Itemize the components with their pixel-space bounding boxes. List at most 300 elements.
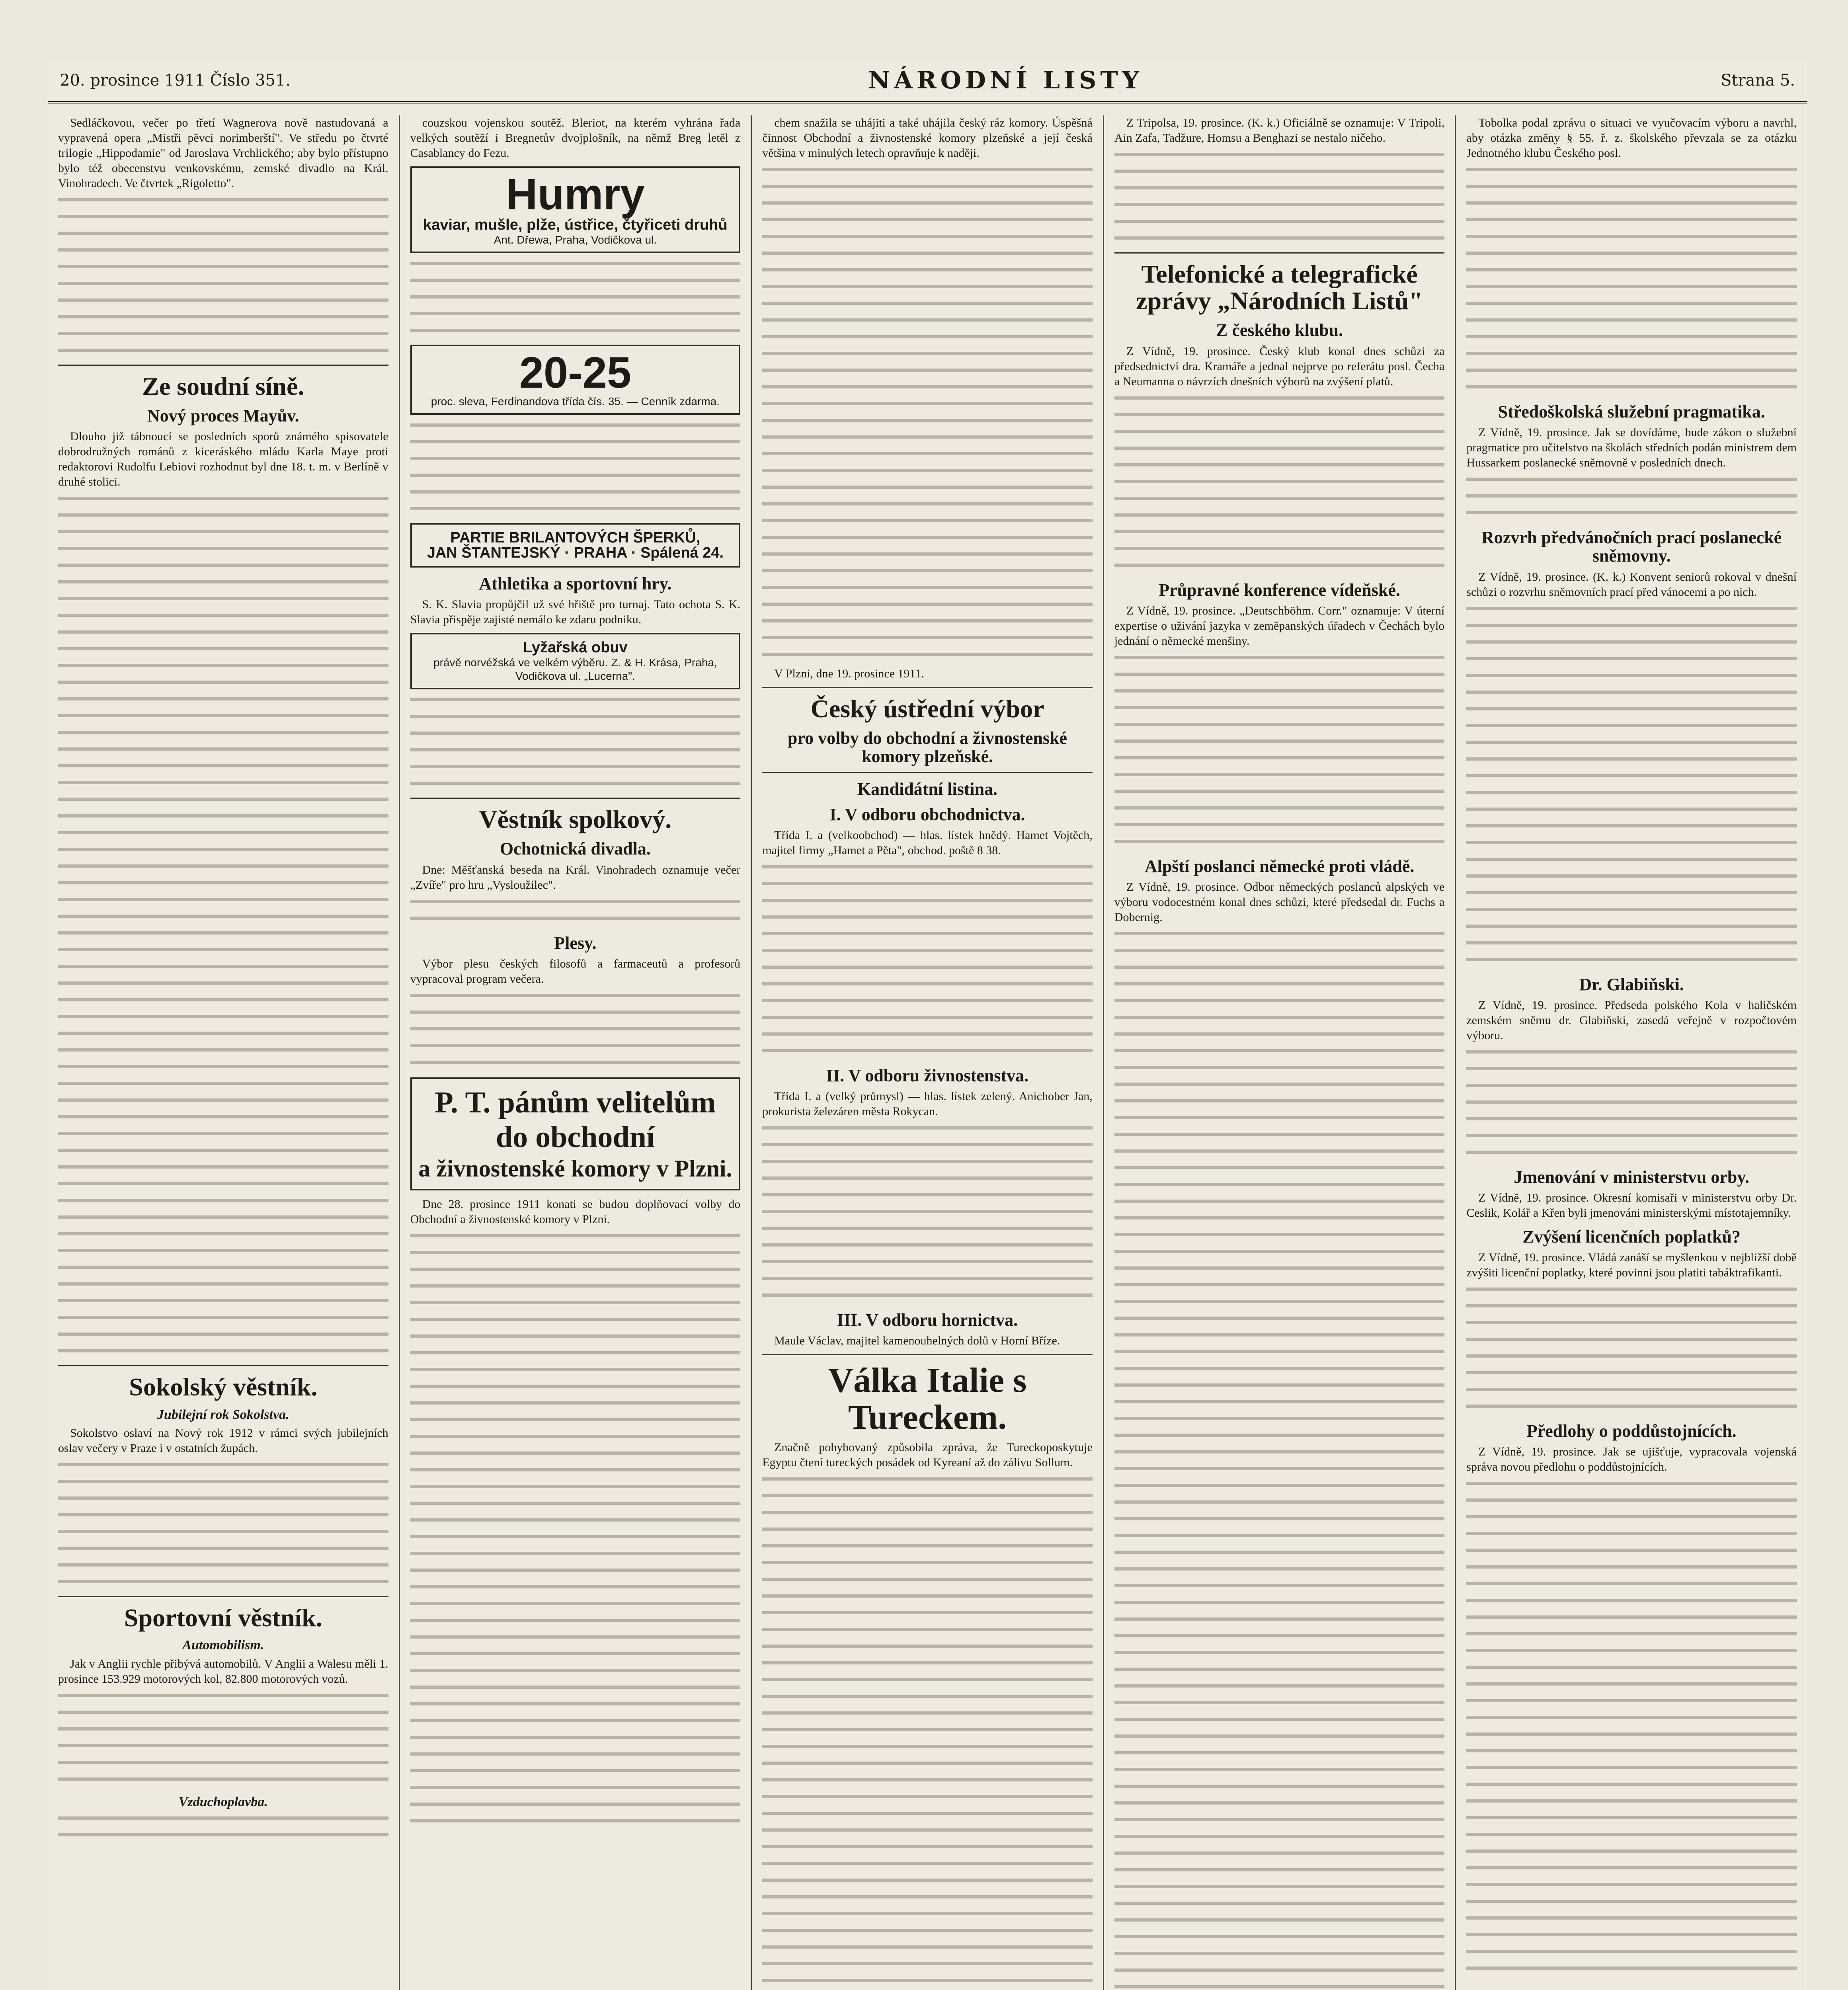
text-lines (410, 1315, 741, 1328)
text-lines (1114, 1029, 1445, 1043)
text-lines (762, 1859, 1093, 1872)
text-lines (1466, 955, 1797, 968)
column-2 (400, 115, 752, 1990)
text-lines (58, 878, 388, 892)
text-lines (58, 594, 388, 607)
text-lines (1466, 1930, 1797, 1943)
text-lines (58, 928, 388, 942)
text-lines (1466, 165, 1797, 178)
text-lines (1466, 1779, 1797, 1793)
text-lines (410, 1766, 741, 1779)
text-lines (1114, 1731, 1445, 1745)
text-lines (410, 1615, 741, 1629)
text-lines (762, 879, 1093, 892)
text-lines (1114, 1982, 1445, 1990)
text-lines (762, 1692, 1093, 1705)
text-lines (1466, 855, 1797, 868)
text-lines (1114, 1447, 1445, 1461)
text-lines (1114, 1681, 1445, 1695)
text-lines (1466, 1796, 1797, 1810)
text-lines (762, 862, 1093, 876)
divider (58, 365, 388, 366)
text-lines (762, 449, 1093, 462)
text-lines (762, 165, 1093, 178)
text-lines (58, 611, 388, 624)
text-lines (1114, 929, 1445, 942)
text-lines (58, 1229, 388, 1243)
text-lines (1466, 1629, 1797, 1643)
text-lines (58, 945, 388, 958)
text-lines (1114, 494, 1445, 507)
text-lines (410, 897, 741, 910)
notice-line-1: P. T. pánům velitelům do obchodní (435, 1085, 716, 1154)
heading-schedule: Rozvrh předvánočních prací poslanecké sněmovny. (1481, 528, 1782, 566)
text-lines (1466, 298, 1797, 312)
text-lines (1114, 200, 1445, 213)
text-lines (1466, 888, 1797, 901)
text-lines (1466, 1529, 1797, 1542)
text-lines (58, 828, 388, 841)
text-lines (762, 1240, 1093, 1254)
text-lines (1466, 1746, 1797, 1760)
tripoli-text: Z Tripolsa, 19. prosince. (K. k.) Oficiálně se oznamuje: V Tripoli, Ain Zafa, Tadžure, Homsu a Benghazi se nestalo ničeho. (1114, 116, 1445, 144)
text-lines (762, 1574, 1093, 1588)
text-lines (1466, 788, 1797, 801)
text-lines (1466, 1401, 1797, 1415)
text-lines (58, 778, 388, 791)
text-lines (1114, 1765, 1445, 1778)
text-lines (1466, 871, 1797, 885)
tobolka-text: Tobolka podal zprávu o situaci ve vyučovacím výboru a navrhl, aby otázka změny § 55. ř. z. školského převzala se za otázku Jednotného klubu Českého posl. (1466, 116, 1797, 160)
text-lines (1466, 491, 1797, 505)
text-lines (58, 494, 388, 507)
text-lines (762, 1892, 1093, 1906)
text-lines (1114, 1965, 1445, 1979)
text-lines (1114, 1196, 1445, 1210)
text-lines (1466, 1495, 1797, 1509)
schools-text: Z Vídně, 19. prosince. Jak se dovídáme, bude zákon o služební pragmatice pro učitelstvo na školách středních podán ministrem dem Hussarkem poslanecké sněmovně v posledních dnech. (1466, 426, 1797, 470)
text-lines (58, 761, 388, 775)
heading-officers: Předlohy o poddůstojnících. (1526, 1421, 1737, 1441)
text-lines (58, 1079, 388, 1092)
text-lines (1114, 1247, 1445, 1260)
text-lines (1114, 443, 1445, 457)
masthead (48, 60, 1807, 103)
text-lines (58, 794, 388, 808)
text-lines (410, 259, 741, 272)
subheading-sport: Automobilism. (182, 1638, 264, 1653)
text-lines (410, 1599, 741, 1612)
text-lines (762, 1046, 1093, 1059)
subheading-amateur-theatre: Ochotnická divadla. (500, 839, 651, 859)
text-lines (58, 677, 388, 691)
text-lines (58, 644, 388, 657)
text-lines (1466, 1351, 1797, 1365)
text-lines (58, 962, 388, 975)
text-lines (762, 282, 1093, 295)
aviation-text: couzskou vojenskou soutěž. Bleriot, na kterém vyhrána řada velkých soutěží i Bregnetův dvojplošník, na němž Breg letěl z Casablancy do Fezu. (410, 116, 741, 160)
text-lines (1466, 604, 1797, 617)
text-lines (762, 1524, 1093, 1538)
text-lines (762, 1792, 1093, 1805)
text-lines (1466, 474, 1797, 488)
text-lines (1466, 1963, 1797, 1977)
text-lines (1466, 349, 1797, 362)
text-lines (1466, 1679, 1797, 1693)
text-lines (1114, 669, 1445, 683)
section-mining: III. V odboru hornictva. (837, 1310, 1018, 1330)
text-lines (410, 695, 741, 708)
text-lines (410, 470, 741, 484)
signature-line: V Plzni, dne 19. prosince 1911. (774, 667, 924, 680)
text-lines (1466, 1896, 1797, 1910)
text-lines (762, 315, 1093, 329)
text-lines (1114, 1481, 1445, 1494)
text-lines (1466, 1131, 1797, 1144)
text-lines (1114, 477, 1445, 490)
text-lines (58, 627, 388, 641)
text-lines (1114, 1664, 1445, 1678)
text-lines (1114, 1564, 1445, 1578)
text-lines (1114, 1882, 1445, 1895)
text-lines (1114, 1915, 1445, 1929)
text-lines (1114, 1865, 1445, 1879)
text-lines (1114, 1949, 1445, 1962)
text-lines (1466, 382, 1797, 396)
text-lines (58, 1296, 388, 1309)
text-lines (58, 1212, 388, 1226)
text-lines (1466, 1646, 1797, 1659)
text-lines (1114, 166, 1445, 180)
ad-humry-text: kaviar, mušle, plže, ústřice, čtyřiceti druhů (423, 217, 728, 233)
ad-sale-percent: 20-25 (519, 348, 632, 397)
text-lines (58, 1196, 388, 1209)
text-lines (1466, 282, 1797, 295)
subheading-aviation: Vzduchoplavba. (178, 1795, 268, 1810)
text-lines (1466, 704, 1797, 718)
candidates-mining: Maule Václav, majitel kamenouhelných dolů v Horní Bříze. (774, 1334, 1060, 1348)
text-lines (1466, 1334, 1797, 1348)
text-lines (1114, 560, 1445, 574)
heading-ministry: Jmenování v ministerstvu orby. (1514, 1167, 1749, 1187)
text-lines (1466, 938, 1797, 952)
date-line: 20. prosince 1911 Číslo 351. (60, 71, 291, 90)
text-lines (1114, 736, 1445, 750)
text-lines (1466, 1813, 1797, 1826)
text-lines (1114, 410, 1445, 423)
paper-name: NÁRODNÍ LISTY (868, 66, 1143, 94)
text-lines (410, 1799, 741, 1813)
text-lines (58, 1012, 388, 1025)
text-lines (1114, 1464, 1445, 1477)
text-lines (410, 1666, 741, 1679)
text-lines (410, 1699, 741, 1713)
ad-humry-title: Humry (506, 170, 645, 219)
text-lines (1466, 365, 1797, 379)
text-lines (1114, 1815, 1445, 1828)
text-lines (1114, 962, 1445, 976)
text-lines (1466, 804, 1797, 818)
text-lines (58, 1329, 388, 1343)
text-lines (762, 1558, 1093, 1571)
text-lines (410, 1515, 741, 1529)
text-lines (58, 1493, 388, 1507)
text-lines (762, 946, 1093, 959)
text-lines (58, 995, 388, 1009)
text-lines (410, 1816, 741, 1830)
heading-conference: Průpravné konference vídeňské. (1159, 580, 1400, 600)
text-lines (410, 1482, 741, 1495)
text-lines (58, 711, 388, 724)
text-lines (58, 1741, 388, 1754)
text-lines (1466, 620, 1797, 634)
divider (1114, 252, 1445, 254)
text-lines (410, 745, 741, 759)
text-lines (762, 1274, 1093, 1287)
heading-schools: Středoškolská služební pragmatika. (1498, 402, 1765, 421)
column-1 (48, 115, 400, 1990)
text-lines (1466, 1763, 1797, 1776)
text-lines (410, 1465, 741, 1479)
text-lines (762, 1725, 1093, 1738)
heading-associations: Věstník spolkový. (479, 805, 672, 834)
text-lines (1466, 1846, 1797, 1860)
text-lines (58, 295, 388, 309)
text-lines (58, 212, 388, 225)
text-lines (410, 1432, 741, 1445)
text-lines (410, 1716, 741, 1729)
text-lines (762, 499, 1093, 513)
text-lines (762, 896, 1093, 909)
ad-shoes (410, 633, 741, 689)
subheading-czech-club: Z českého klubu. (1216, 320, 1343, 340)
text-lines (762, 1223, 1093, 1237)
text-lines (58, 1179, 388, 1192)
text-lines (762, 599, 1093, 613)
text-lines (762, 1157, 1093, 1170)
text-lines (762, 533, 1093, 546)
text-lines (410, 1248, 741, 1261)
text-lines (1466, 1545, 1797, 1559)
war-text: Značně pohybovaný způsobila zpráva, že Tureckoposkytuje Egyptu čtení tureckých posádek od Kyreaní až do zálivu Sollum. (762, 1441, 1093, 1469)
text-lines (762, 1976, 1093, 1989)
text-lines (1114, 183, 1445, 197)
text-lines (762, 1758, 1093, 1772)
text-lines (58, 577, 388, 591)
text-lines (1114, 1096, 1445, 1110)
heading-telegraph: Telefonické a telegrafické zprávy „Národních Listů" (1136, 260, 1423, 315)
text-lines (1466, 1147, 1797, 1161)
text-lines (58, 911, 388, 925)
text-lines (1114, 1146, 1445, 1160)
heading-alpine: Alpští poslanci německé proti vládě. (1144, 856, 1415, 876)
candidates-trades: Třída I. a (velký průmysl) — hlas. lístek zelený. Anichober Jan, prokurista železáren města Rokycan. (762, 1090, 1093, 1118)
text-lines (1114, 1748, 1445, 1762)
text-lines (58, 978, 388, 992)
text-lines (1114, 1598, 1445, 1611)
text-lines (762, 248, 1093, 262)
text-lines (762, 1591, 1093, 1605)
heading-committee: Český ústřední výbor (810, 695, 1044, 723)
text-lines (1114, 786, 1445, 800)
text-lines (762, 215, 1093, 228)
text-lines (762, 1474, 1093, 1488)
text-lines (58, 694, 388, 708)
text-lines (1114, 946, 1445, 959)
text-lines (762, 265, 1093, 279)
text-lines (410, 762, 741, 775)
text-lines (1114, 1046, 1445, 1059)
theatre-text: Sedláčkovou, večer po třetí Wagnerova nově nastudovaná a vypravená opera „Mistři pěvci norimberští". Ve středu po čtvrté trilogie „Hippodamie" od Jaroslava Vrchlického; aby bylo přístupno bylo též obecenstvu venkovskému, zemské divadlo na Král. Vinohradech. Ve čtvrtek „Rigoletto". (58, 116, 388, 190)
text-lines (58, 1560, 388, 1574)
text-lines (410, 292, 741, 306)
text-lines (1114, 1932, 1445, 1945)
conference-text: Z Vídně, 19. prosince. „Deutschböhm. Corr." oznamuje: V úterní expertise o uživání jazyka v zeměpanských úřadech v Čechách bylo jednání o německé menšiny. (1114, 604, 1445, 648)
text-lines (762, 1942, 1093, 1956)
text-lines (1114, 996, 1445, 1009)
divider (58, 1365, 388, 1366)
section-commerce: I. V odboru obchodnictva. (829, 804, 1025, 824)
text-lines (58, 861, 388, 875)
telegraph-text: Z Vídně, 19. prosince. Český klub konal dnes schůzi za předsednictví dra. Kramáře a jednal nejprve po referátu posl. Čecha a Neumanna o návrzích dnešních výborů na zvýšení platů. (1114, 344, 1445, 388)
text-lines (1114, 1163, 1445, 1176)
text-lines (58, 312, 388, 326)
text-lines (762, 349, 1093, 362)
text-lines (762, 1491, 1093, 1504)
election-notice (410, 1077, 741, 1190)
text-lines (410, 1498, 741, 1512)
text-lines (1466, 771, 1797, 784)
heading-license: Zvýšení licenčních poplatků? (1522, 1227, 1741, 1247)
text-lines (762, 912, 1093, 926)
text-lines (762, 1013, 1093, 1026)
text-lines (410, 1649, 741, 1662)
text-lines (1466, 315, 1797, 329)
text-lines (410, 420, 741, 434)
text-lines (1114, 150, 1445, 163)
text-lines (1114, 217, 1445, 230)
text-lines (58, 1246, 388, 1259)
text-lines (58, 1477, 388, 1490)
text-lines (410, 504, 741, 517)
text-lines (410, 309, 741, 322)
text-lines (1114, 703, 1445, 716)
text-lines (1114, 1079, 1445, 1093)
text-lines (58, 245, 388, 259)
text-lines (762, 1190, 1093, 1204)
text-lines (1466, 1064, 1797, 1077)
text-lines (1466, 1947, 1797, 1960)
text-lines (762, 1775, 1093, 1789)
text-lines (58, 1129, 388, 1142)
text-lines (58, 845, 388, 858)
text-lines (58, 1346, 388, 1360)
text-lines (1466, 1729, 1797, 1743)
text-lines (58, 1543, 388, 1557)
text-lines (410, 1007, 741, 1021)
text-lines (762, 1742, 1093, 1755)
text-lines (1114, 1263, 1445, 1277)
text-lines (410, 1281, 741, 1295)
divider (762, 772, 1093, 773)
text-lines (762, 198, 1093, 212)
text-lines (58, 544, 388, 557)
text-lines (762, 566, 1093, 579)
text-lines (1114, 1330, 1445, 1344)
officers-text: Z Vídně, 19. prosince. Jak se ujišťuje, vypracovala vojenská správa novou předlohu o poddůstojnících. (1466, 1445, 1797, 1474)
text-lines (58, 329, 388, 342)
text-lines (58, 1707, 388, 1721)
balls-text: Výbor plesu českých filosofů a farmaceutů a profesorů vypracoval program večera. (410, 957, 741, 985)
athletics-text: S. K. Slavia propůjčil už své hřiště pro turnaj. Tato ochota S. K. Slavia přispěje zajisté nemálo ke zdaru podniku. (410, 598, 741, 626)
text-lines (762, 650, 1093, 663)
text-lines (410, 1231, 741, 1245)
page-label: Strana 5. (1721, 71, 1795, 90)
sokol-text: Sokolstvo oslaví na Nový rok 1912 v rámci svých jubilejních oslav večery v Praze i v ostatních župách. (58, 1426, 388, 1455)
text-lines (762, 1641, 1093, 1655)
text-lines (762, 332, 1093, 345)
text-lines (410, 1532, 741, 1545)
text-lines (762, 1029, 1093, 1043)
text-lines (1114, 1497, 1445, 1511)
text-lines (58, 1813, 388, 1827)
text-lines (58, 1460, 388, 1473)
license-text: Z Vídně, 19. prosince. Vládá zanáší se myšlenkou v nejbližší době zvýšiti licenční poplatky, které povinni jsou platiti tabáktrafikanti. (1466, 1251, 1797, 1280)
text-lines (762, 996, 1093, 1009)
ad-jewels-firm: JAN ŠTANTEJSKÝ · PRAHA · Spálená 24. (427, 544, 724, 561)
ad-shoes-text: právě norvéžská ve velkém výběru. Z. & H. Krása, Praha, Vodičkova ul. „Lucerna". (433, 656, 717, 683)
text-lines (1466, 687, 1797, 701)
text-lines (410, 913, 741, 927)
subheading-committee: pro volby do obchodní a živnostenské komory plzeňské. (787, 728, 1067, 767)
text-lines (1466, 1318, 1797, 1331)
text-lines (1466, 905, 1797, 918)
text-lines (1114, 1430, 1445, 1444)
text-lines (1114, 427, 1445, 440)
text-lines (1114, 233, 1445, 247)
text-lines (410, 275, 741, 289)
text-lines (1466, 637, 1797, 651)
text-lines (1466, 1596, 1797, 1609)
text-lines (58, 1691, 388, 1704)
text-lines (762, 979, 1093, 993)
text-lines (762, 482, 1093, 496)
text-lines (1114, 1848, 1445, 1862)
text-lines (1466, 1512, 1797, 1526)
text-lines (762, 298, 1093, 312)
text-lines (1466, 1097, 1797, 1111)
text-lines (1114, 1180, 1445, 1193)
columns (48, 115, 1807, 1990)
text-lines (1466, 1301, 1797, 1315)
text-lines (1114, 1648, 1445, 1661)
text-lines (762, 1140, 1093, 1153)
text-lines (1466, 248, 1797, 262)
text-lines (762, 616, 1093, 630)
text-lines (410, 1783, 741, 1796)
text-lines (1114, 837, 1445, 850)
text-lines (1466, 654, 1797, 667)
text-lines (1114, 1514, 1445, 1528)
text-lines (1114, 1297, 1445, 1310)
text-lines (1466, 1114, 1797, 1128)
text-lines (58, 228, 388, 242)
notice-line-2: a živnostenské komory v Plzni. (418, 1155, 732, 1182)
text-lines (762, 1708, 1093, 1722)
text-lines (1466, 198, 1797, 212)
heading-court: Ze soudní síně. (142, 372, 304, 400)
text-lines (58, 1262, 388, 1276)
